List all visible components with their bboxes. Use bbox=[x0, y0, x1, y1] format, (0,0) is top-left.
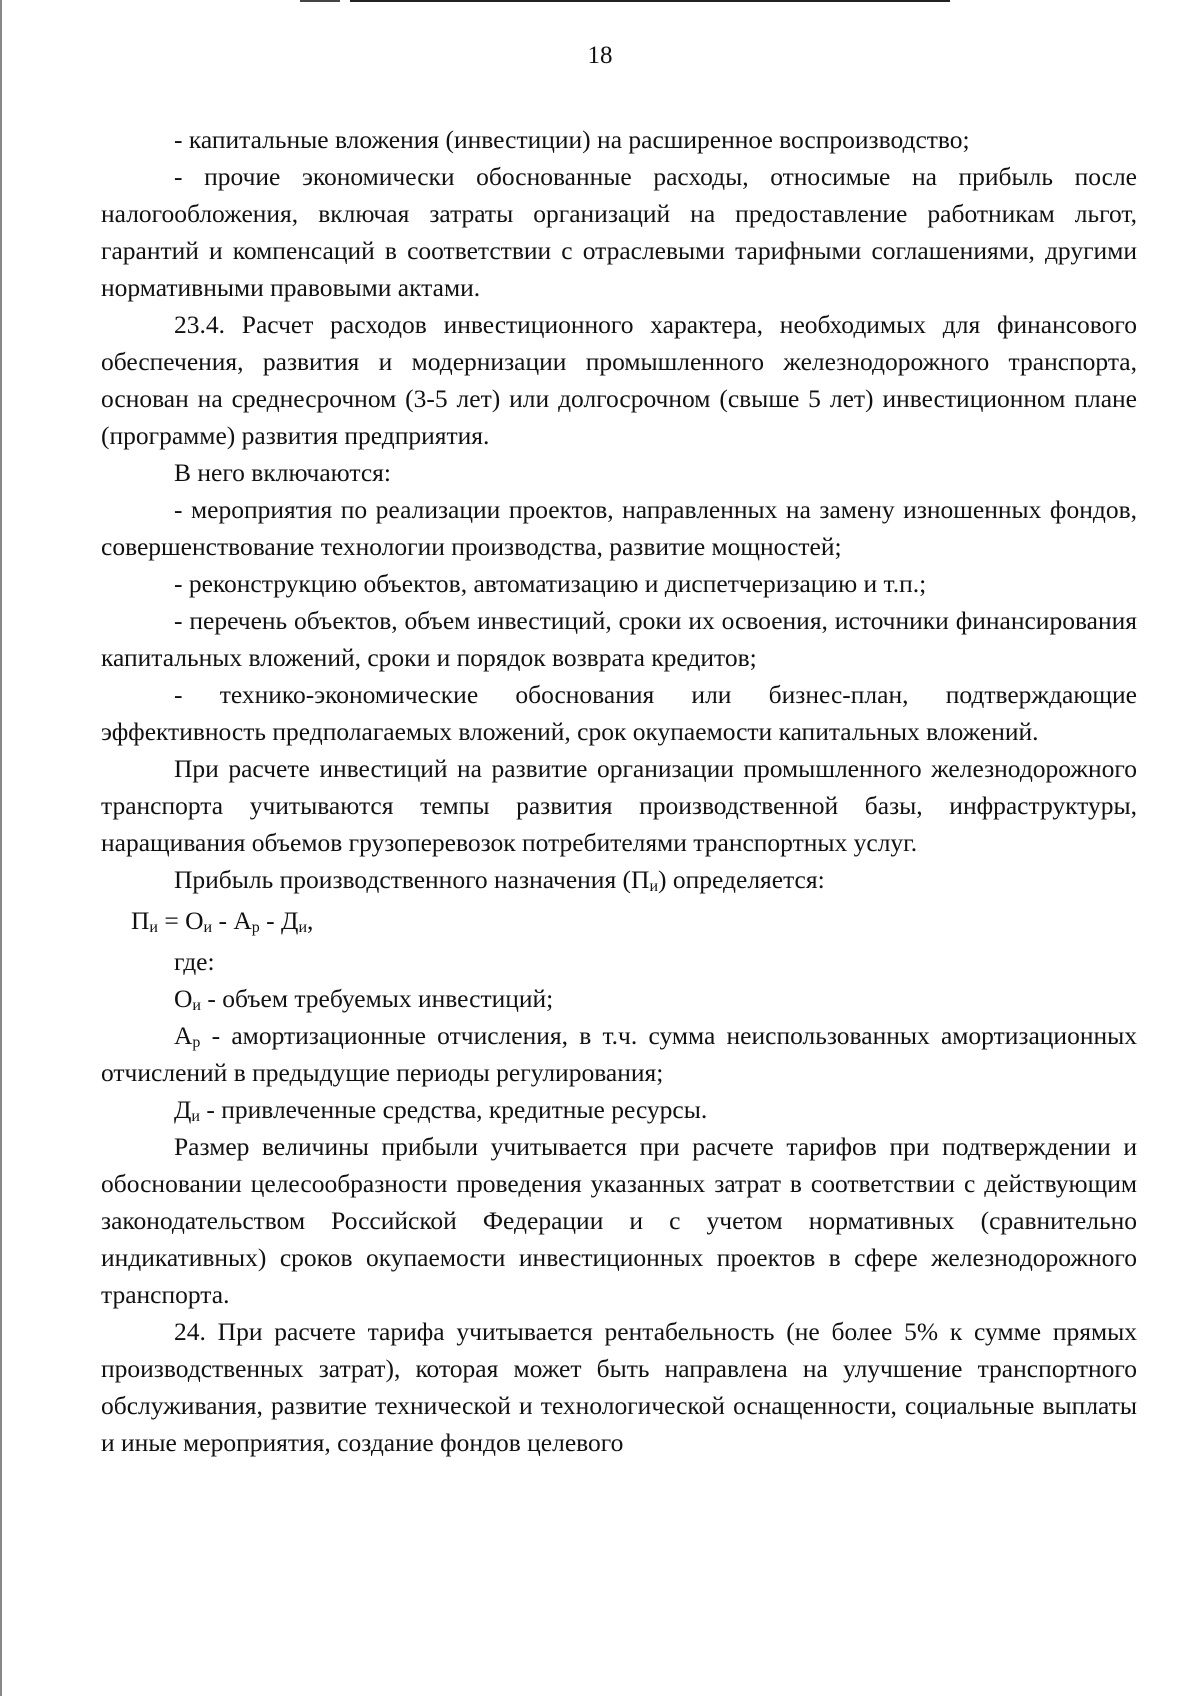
paragraph-def-o bbox=[101, 980, 1137, 1017]
paragraph-other-expenses: - прочие экономически обоснованные расходы, относимые на прибыль после налогообложения, включая затраты организаций на предоставление работникам льгот, гарантий и компенсаций в соответствии с отраслевыми тарифными соглашениями, другими нормативными правовыми актами. bbox=[101, 162, 1137, 302]
def-d-text: - привлеченные средства, кредитные ресурсы. bbox=[199, 1095, 708, 1124]
page-number: 18 bbox=[587, 42, 613, 69]
def-o-text: - объем требуемых инвестиций; bbox=[200, 984, 554, 1013]
formula-minus-1: - bbox=[212, 906, 234, 935]
formula-term-d: Д bbox=[281, 906, 299, 935]
def-o-sub: и bbox=[192, 997, 201, 1014]
paragraph-24: 24. При расчете тарифа учитывается рентабельность (не более 5% к сумме прямых производственных затрат), которая может быть направлена на улучшение транспортного обслуживания, развитие технической и технологической оснащенности, социальные выплаты и иные мероприятия, создание фондов целевого bbox=[101, 1317, 1137, 1457]
def-o-symbol: О bbox=[174, 984, 193, 1013]
def-d-symbol: Д bbox=[174, 1095, 192, 1124]
top-edge-rule bbox=[350, 0, 950, 2]
formula-equals: = bbox=[157, 906, 186, 935]
profit-definition-end: ) определяется: bbox=[658, 865, 825, 894]
formula-lhs-sub: и bbox=[149, 919, 158, 936]
formula-profit bbox=[101, 902, 1137, 939]
formula-term-a-sub: р bbox=[251, 919, 260, 936]
profit-definition-text: Прибыль производственного назначения (П bbox=[174, 865, 650, 894]
formula-end: , bbox=[307, 906, 314, 935]
formula-term-o-sub: и bbox=[203, 919, 213, 936]
def-a-text: - амортизационные отчисления, в т.ч. сумма неиспользованных амортизационных отчислений в предыдущие периоды регулирования; bbox=[101, 1021, 1137, 1087]
paragraph-where: где: bbox=[174, 947, 215, 976]
scan-left-edge bbox=[0, 0, 2, 1696]
paragraph-feasibility: - технико-экономические обоснования или бизнес-план, подтверждающие эффективность предполагаемых вложений, срок окупаемости капитальных вложений. bbox=[101, 680, 1137, 746]
formula-lhs: П bbox=[131, 906, 150, 935]
formula-term-a: А bbox=[233, 906, 252, 935]
paragraph-includes: В него включаются: bbox=[174, 458, 391, 487]
paragraph-23-4: 23.4. Расчет расходов инвестиционного характера, необходимых для финансового обеспечения, развития и модернизации промышленного железнодорожного транспорта, основан на среднесрочном (3-5 лет) или долгосрочном (свыше 5 лет) инвестиционном плане (программе) развития предприятия. bbox=[101, 310, 1137, 450]
paragraph-profit-size: Размер величины прибыли учитывается при расчете тарифов при подтверждении и обосновании целесообразности проведения указанных затрат в соответствии с действующим законодательством Российской Федерации и с учетом нормативных (сравнительно индикативных) сроков окупаемости инвестиционных проектов в сфере железнодорожного транспорта. bbox=[101, 1132, 1137, 1309]
paragraph-profit-definition bbox=[101, 861, 1137, 898]
paragraph-reconstruction: - реконструкцию объектов, автоматизацию и диспетчеризацию и т.п.; bbox=[174, 569, 927, 598]
def-a-symbol: А bbox=[174, 1021, 193, 1050]
profit-definition-sub: и bbox=[649, 878, 659, 895]
formula-term-o: О bbox=[185, 906, 204, 935]
document-body bbox=[101, 121, 1137, 1461]
paragraph-object-list: - перечень объектов, объем инвестиций, сроки их освоения, источники финансирования капитальных вложений, сроки и порядок возврата кредитов; bbox=[101, 606, 1137, 672]
formula-minus-2: - bbox=[259, 906, 282, 935]
top-edge-mark bbox=[300, 0, 340, 2]
paragraph-measures: - мероприятия по реализации проектов, направленных на замену изношенных фондов, совершенствование технологии производства, развитие мощностей; bbox=[101, 495, 1137, 561]
def-a-sub: р bbox=[192, 1034, 201, 1051]
paragraph-def-d bbox=[101, 1091, 1137, 1128]
paragraph-investment-calc: При расчете инвестиций на развитие организации промышленного железнодорожного транспорта учитываются темпы развития производственной базы, инфраструктуры, наращивания объемов грузоперевозок потребителями транспортных услуг. bbox=[101, 754, 1137, 857]
def-d-sub: и bbox=[191, 1108, 200, 1125]
paragraph-def-a bbox=[101, 1017, 1137, 1091]
formula-term-d-sub: и bbox=[298, 919, 307, 936]
paragraph-capital-investments: - капитальные вложения (инвестиции) на расширенное воспроизводство; bbox=[174, 125, 970, 154]
